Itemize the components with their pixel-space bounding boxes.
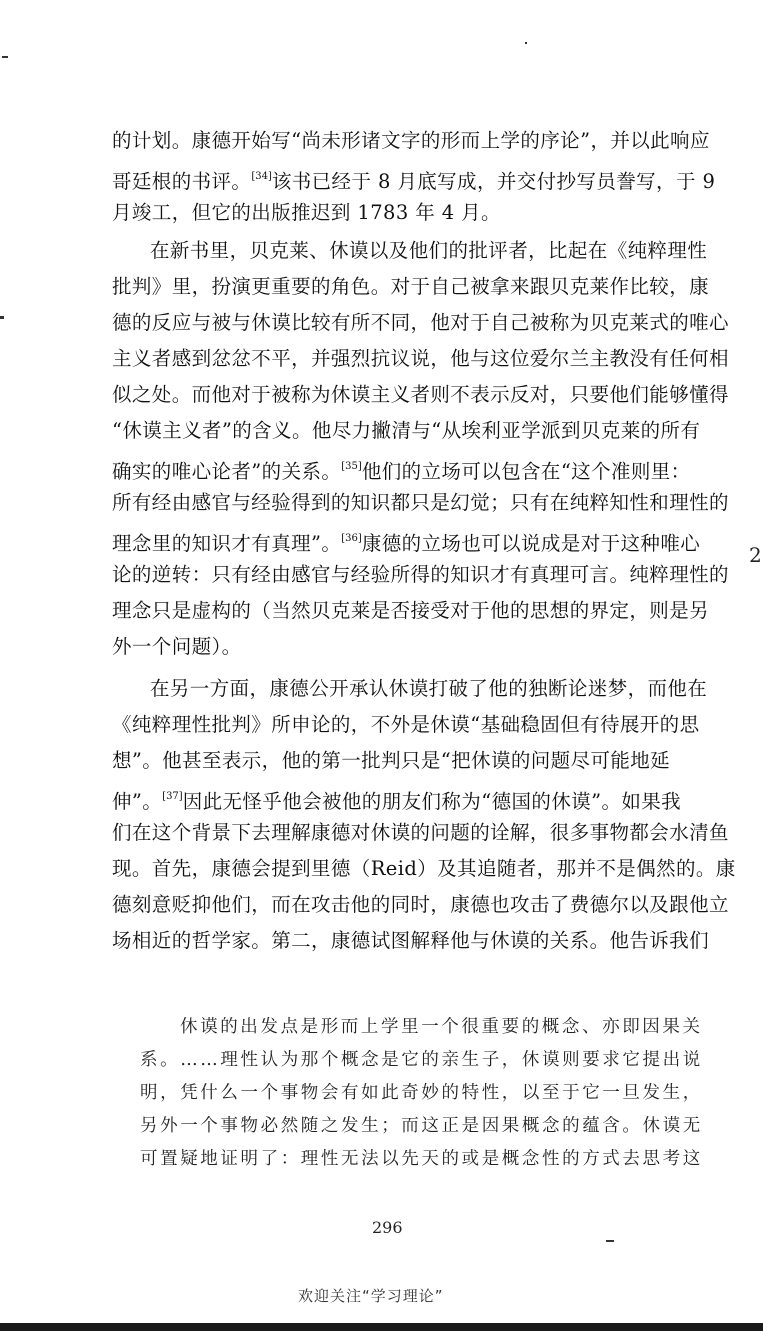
- quote-line: 休谟的出发点是形而上学里一个很重要的概念、亦即因果关: [180, 1017, 703, 1037]
- scan-speck: [2, 56, 8, 58]
- body-line: 德刻意贬抑他们，而在攻击他的同时，康德也攻击了费德尔以及跟他立: [112, 893, 729, 916]
- quote-line: 可置疑地证明了：理性无法以先天的或是概念性的方式去思考这: [140, 1149, 703, 1169]
- body-line: 所有经由感官与经验得到的知识都只是幻觉；只有在纯粹知性和理性的: [112, 491, 729, 514]
- body-line: 哥廷根的书评。[34]该书已经于 8 月底写成，并交付抄写员誊写，于 9: [112, 170, 716, 193]
- footnote-ref: [34]: [251, 171, 272, 182]
- scan-border: [0, 1323, 763, 1331]
- scan-speck: [0, 316, 4, 319]
- body-line: 们在这个背景下去理解康德对休谟的问题的诠解，很多事物都会水清鱼: [112, 821, 729, 844]
- body-line: 主义者感到忿忿不平，并强烈抗议说，他与这位爱尔兰主教没有任何相: [112, 347, 729, 370]
- margin-number: 2: [749, 543, 762, 567]
- paragraph-start-line: 在新书里，贝克莱、休谟以及他们的批评者，比起在《纯粹理性: [150, 239, 708, 262]
- body-line: 的计划。康德开始写“尚未形诸文字的形而上学的序论”，并以此响应: [112, 129, 710, 152]
- body-line: 德的反应与被与休谟比较有所不同，他对于自己被称为贝克莱式的唯心: [112, 311, 729, 334]
- footnote-ref: [35]: [341, 461, 362, 472]
- body-line: 理念只是虚构的（当然贝克莱是否接受对于他的思想的界定，则是另: [112, 599, 710, 622]
- footnote-ref: [36]: [341, 533, 362, 544]
- body-line: 想”。他甚至表示，他的第一批判只是“把休谟的问题尽可能地延: [112, 749, 671, 772]
- footnote-ref: [37]: [162, 791, 183, 802]
- quote-line: 另外一个事物必然随之发生；而这正是因果概念的蕴含。休谟无: [140, 1116, 703, 1136]
- quote-line: 系。……理性认为那个概念是它的亲生子，休谟则要求它提出说: [140, 1050, 703, 1070]
- body-line: 月竣工，但它的出版推迟到 1783 年 4 月。: [112, 201, 501, 224]
- body-line: 场相近的哲学家。第二，康德试图解释他与休谟的关系。他告诉我们: [112, 929, 710, 952]
- body-line: 现。首先，康德会提到里德（Reid）及其追随者，那并不是偶然的。康: [112, 857, 736, 880]
- body-line: 确实的唯心论者”的关系。[35]他们的立场可以包含在“这个准则里：: [112, 460, 691, 483]
- body-line: 伸”。[37]因此无怪乎他会被他的朋友们称为“德国的休谟”。如果我: [112, 790, 682, 813]
- scan-speck: [525, 42, 527, 44]
- footer-watermark-text: 欢迎关注“学习理论”: [298, 1287, 444, 1305]
- quote-line: 明，凭什么一个事物会有如此奇妙的特性，以至于它一旦发生，: [140, 1083, 703, 1103]
- body-line: 论的逆转：只有经由感官与经验所得的知识才有真理可言。纯粹理性的: [112, 563, 729, 586]
- page-number: 296: [372, 1218, 403, 1237]
- scan-speck: [606, 1240, 614, 1242]
- paragraph-start-line: 在另一方面，康德公开承认休谟打破了他的独断论迷梦，而他在: [150, 677, 708, 700]
- body-line: 外一个问题）。: [112, 635, 242, 658]
- body-line: 批判》里，扮演更重要的角色。对于自己被拿来跟贝克莱作比较，康: [112, 275, 710, 298]
- body-line: 理念里的知识才有真理”。[36]康德的立场也可以说成是对于这种唯心: [112, 532, 701, 555]
- body-line: 《纯粹理性批判》所申论的，不外是休谟“基础稳固但有待展开的思: [112, 713, 700, 736]
- body-line: 似之处。而他对于被称为休谟主义者则不表示反对，只要他们能够懂得: [112, 383, 729, 406]
- body-line: “休谟主义者”的含义。他尽力撇清与“从埃利亚学派到贝克莱的所有: [112, 419, 701, 442]
